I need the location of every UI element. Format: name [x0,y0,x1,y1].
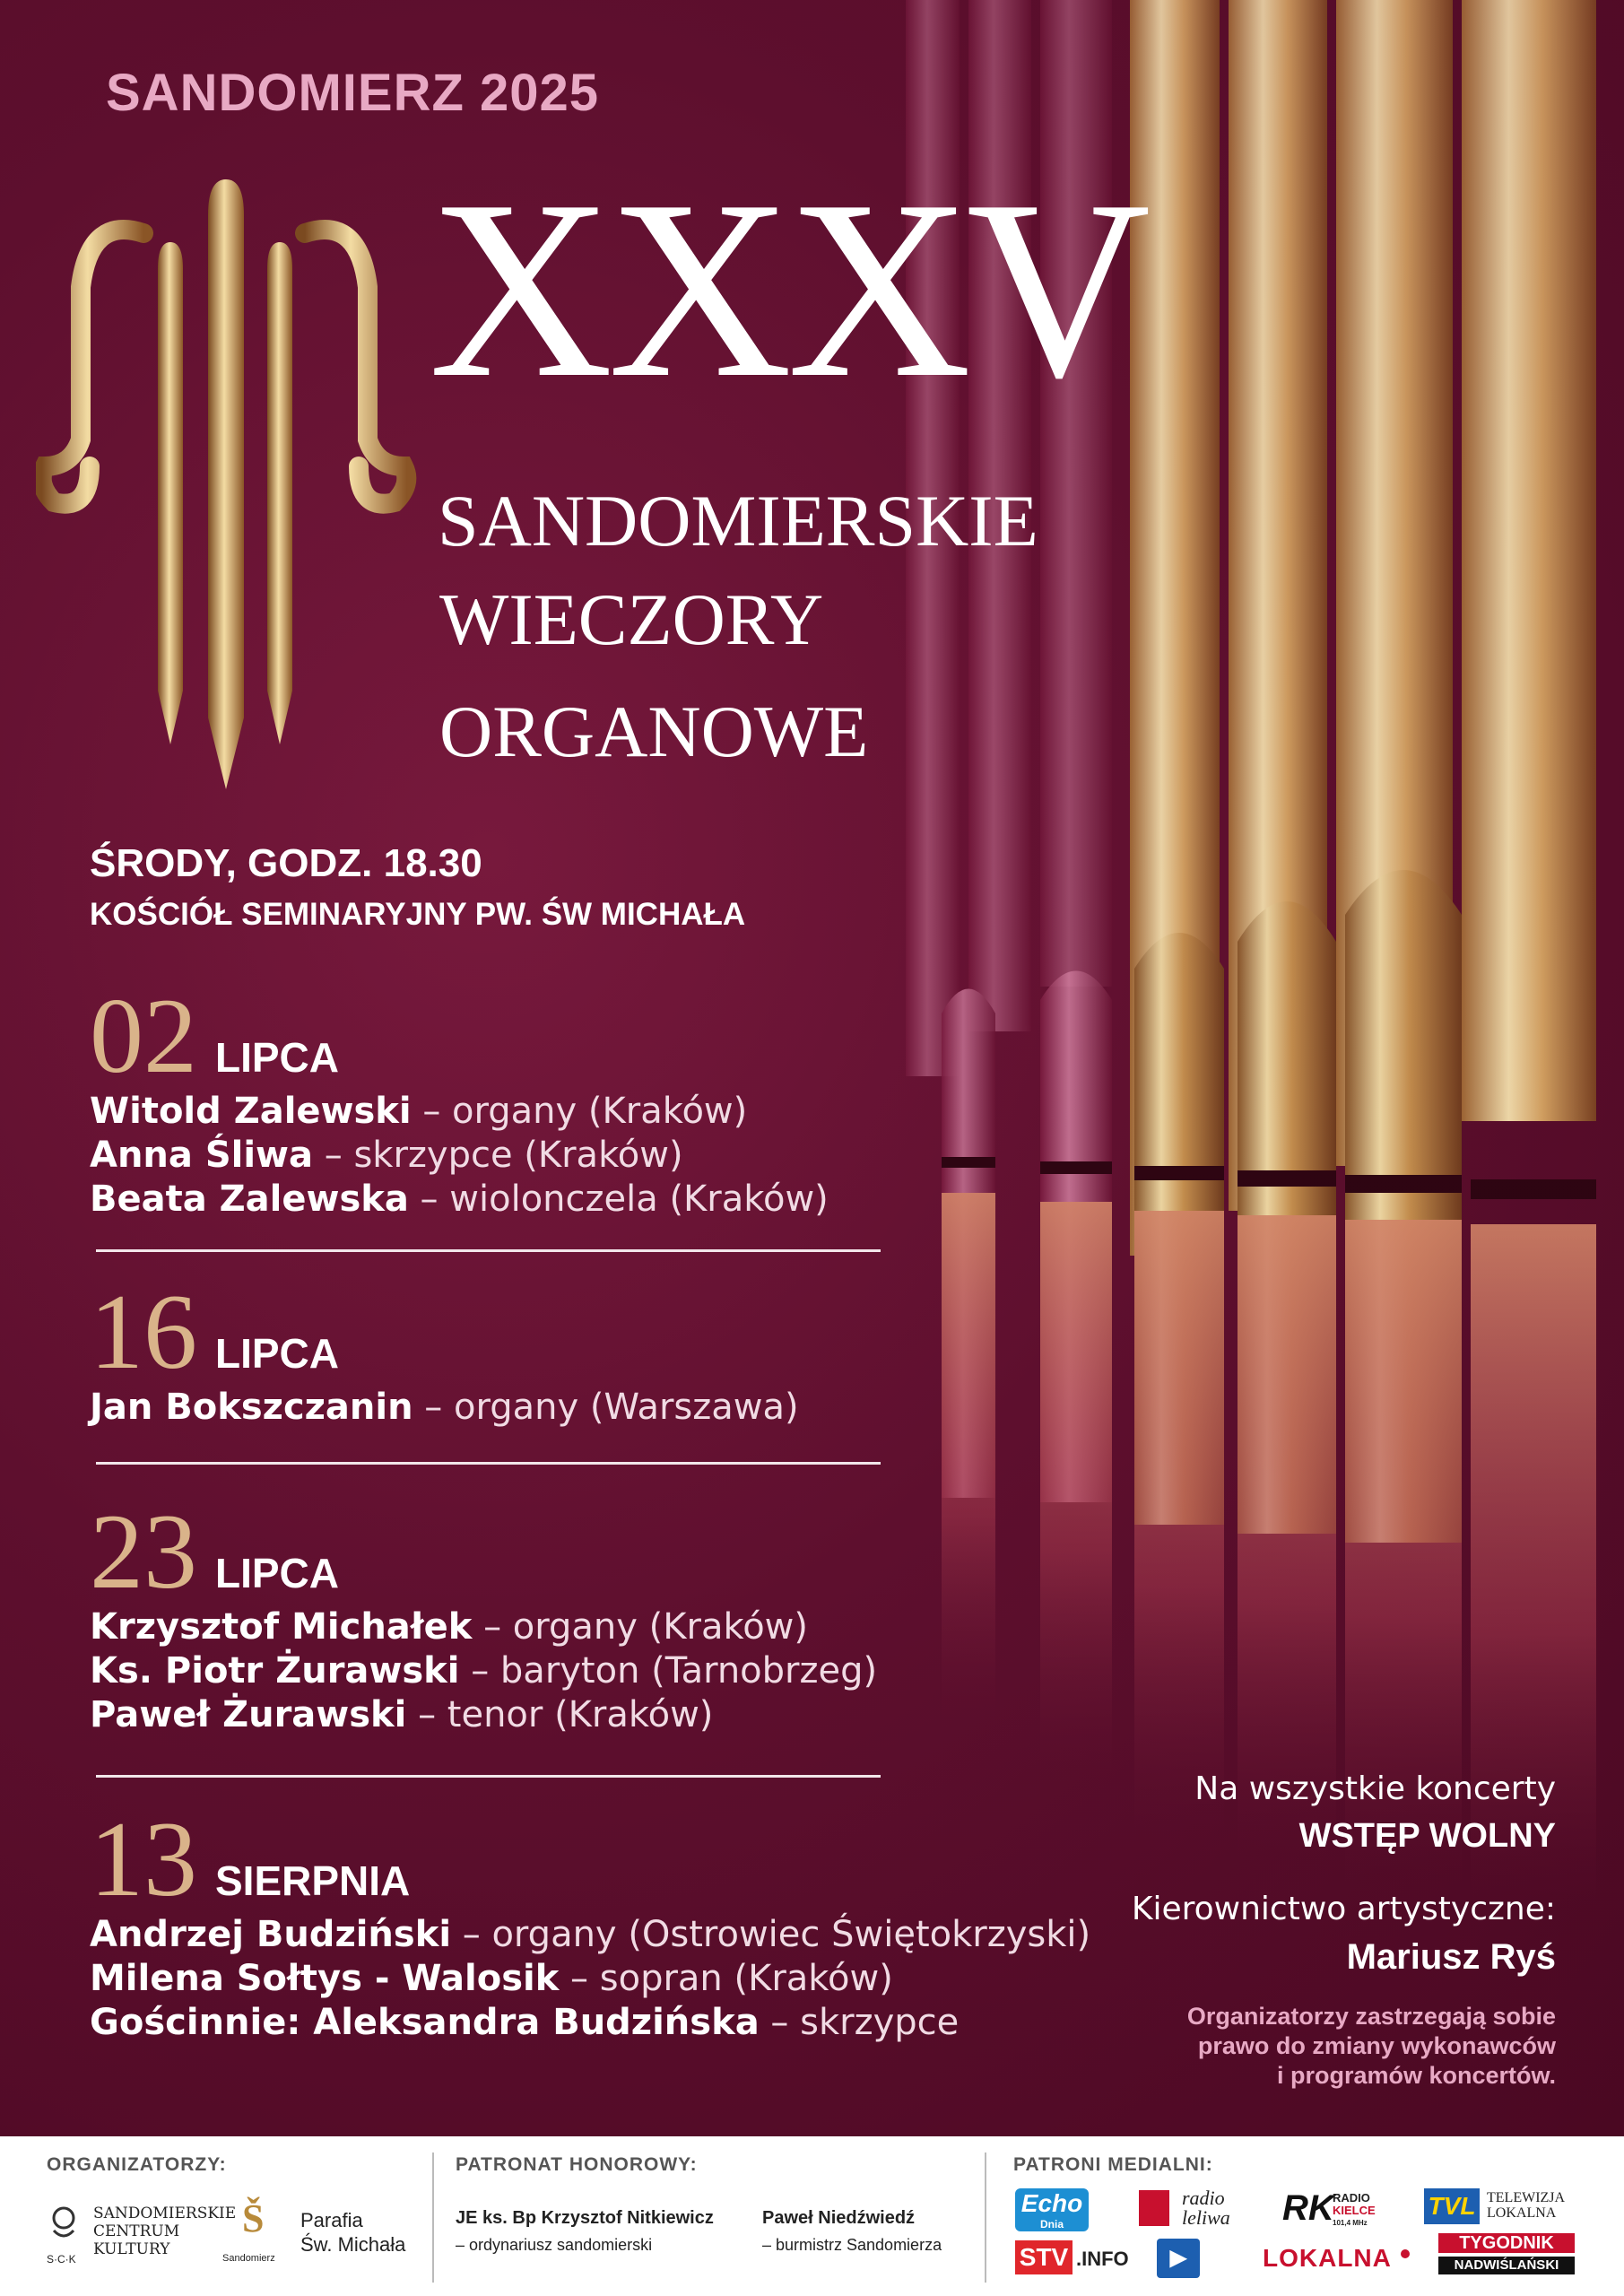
patron2-name: Paweł Niedźwiedź [762,2208,916,2228]
footer-divider [985,2152,986,2283]
edition-numeral: XXXV [429,147,1146,430]
parish-mark: Sandomierz [222,2253,275,2264]
performer-line [90,1386,799,1430]
sck-name [93,2205,236,2258]
performer-line [90,1605,877,1649]
performer-line [90,2001,1090,2045]
tvl-text [1487,2190,1565,2221]
sck-mark: S·C·K [47,2253,76,2266]
director-name: Mariusz Ryś [1346,1937,1556,1977]
performer-name: Beata Zalewska [90,1178,409,1220]
schedule-venue: KOŚCIÓŁ SEMINARYJNY PW. ŚW MICHAŁA [90,897,746,932]
performer-name: Andrzej Budziński [90,1914,452,1955]
performer-name: Gościnnie: Aleksandra Budzińska [90,2002,760,2043]
sck-name-line: KULTURY [93,2240,170,2258]
concert-day: 13 [90,1799,197,1918]
performer-name: Krzysztof Michałek [90,1606,473,1648]
performer-line [90,1090,829,1134]
concert-day: 02 [90,976,197,1095]
performer-name: Witold Zalewski [90,1091,412,1132]
concert-day: 23 [90,1492,197,1611]
title-line-3: ORGANOWE [439,691,869,772]
echo-dnia-logo [1015,2188,1089,2231]
performer-name: Anna Śliwa [90,1135,314,1176]
lokalna-dot-icon [1401,2249,1410,2258]
entry-value: WSTĘP WOLNY [1298,1817,1556,1855]
disclaimer-line: i programów koncertów. [1276,2062,1556,2089]
disclaimer-line: Organizatorzy zastrzegają sobie [1186,2003,1556,2030]
performer-line [90,1134,829,1178]
performer-role: – skrzypce [759,2002,960,2043]
stv-info-text: .INFO [1076,2248,1129,2270]
concert-month: LIPCA [215,1550,339,1596]
sck-name-line: SANDOMIERSKIE [93,2205,237,2222]
performer-role: – wiolonczela (Kraków) [408,1178,829,1220]
radio-kielce-text [1333,2192,1376,2230]
rk-freq: 101,4 MHz [1333,2219,1368,2227]
performer-role: – organy (Ostrowiec Świętokrzyski) [451,1914,1091,1955]
performer-line [90,1693,877,1737]
sck-logo-icon [45,2204,83,2250]
performer-line [90,1649,877,1693]
title-line-2: WIECZORY [439,578,824,660]
performer-role: – tenor (Kraków) [406,1694,714,1735]
disclaimer-line: prawo do zmiany wykonawców [1197,2032,1556,2059]
radio-kielce-icon: RK [1282,2188,1334,2228]
parish-logo-icon: Š [242,2196,265,2240]
stv-logo: STV [1015,2240,1073,2274]
performer-name: Milena Sołtys - Walosik [90,1958,560,1999]
tvl-logo: TVL [1424,2188,1480,2224]
patron1-name: JE ks. Bp Krzysztof Nitkiewicz [456,2208,714,2228]
performer-name: Paweł Żurawski [90,1694,407,1735]
performer-role: – organy (Kraków) [472,1606,808,1648]
concert-month: LIPCA [215,1330,339,1377]
performer-name: Jan Bokszczanin [90,1387,413,1428]
schedule-time: ŚRODY, GODZ. 18.30 [90,841,482,885]
performer-role: – skrzypce (Kraków) [313,1135,683,1176]
divider [96,1462,881,1465]
divider [96,1249,881,1252]
city-year-heading: SANDOMIERZ 2025 [106,64,600,122]
entry-line: Na wszystkie koncerty [1194,1770,1556,1807]
concert-month: SIERPNIA [215,1857,411,1904]
performer-role: – baryton (Tarnobrzeg) [459,1650,878,1692]
director-line: Kierownictwo artystyczne: [1131,1891,1556,1927]
tygodnik-logo [1438,2233,1575,2276]
performer-role: – sopran (Kraków) [559,1958,893,1999]
concert-3 [90,1492,878,1737]
title-line-1: SANDOMIERSKIE [438,480,1038,561]
performer-role: – organy (Kraków) [411,1091,748,1132]
performer-line [90,1178,829,1222]
radio-leliwa-line: radio [1182,2187,1225,2209]
radio-leliwa-line: leliwa [1182,2206,1230,2229]
festival-emblem-logo [36,161,421,807]
patron2-title: – burmistrz Sandomierza [762,2236,942,2254]
parish-name [300,2208,405,2257]
tvl-line: TELEWIZJA [1487,2190,1566,2205]
sck-name-line: CENTRUM [93,2222,180,2240]
concert-month: LIPCA [215,1034,339,1081]
tv-channel-icon: ▶ [1157,2239,1200,2278]
radio-leliwa-text [1182,2188,1230,2228]
concert-4 [90,1799,1091,2045]
rk-line: RADIO [1333,2191,1370,2205]
disclaimer [1018,2002,1556,2091]
parish-name-line: Parafia [300,2209,363,2231]
divider [96,1775,881,1778]
performer-line [90,1957,1090,2001]
performer-line [90,1913,1090,1957]
rk-line: KIELCE [1333,2204,1376,2217]
organizers-label: ORGANIZATORZY: [47,2154,227,2175]
performer-role: – organy (Warszawa) [413,1387,799,1428]
honorary-label: PATRONAT HONOROWY: [456,2154,698,2175]
radio-leliwa-icon [1139,2190,1169,2226]
lokalna-logo: LOKALNA [1263,2244,1392,2272]
tygodnik-line: NADWIŚLAŃSKI [1438,2257,1575,2274]
concert-2 [90,1272,799,1430]
info-panel [1018,1767,1556,2091]
concert-1 [90,976,829,1222]
media-label: PATRONI MEDIALNI: [1013,2154,1213,2175]
tvl-line: LOKALNA [1487,2205,1557,2221]
footer-divider [432,2152,434,2283]
patron1-title: – ordynariusz sandomierski [456,2236,653,2254]
echo-logo-text: Echo [1020,2189,1083,2217]
concert-day: 16 [90,1272,197,1391]
tygodnik-line: TYGODNIK [1438,2233,1575,2253]
performer-name: Ks. Piotr Żurawski [90,1650,460,1692]
parish-name-line: Św. Michała [300,2233,406,2256]
echo-logo-sub: Dnia [1039,2218,1064,2231]
sponsors-footer [0,2136,1624,2296]
